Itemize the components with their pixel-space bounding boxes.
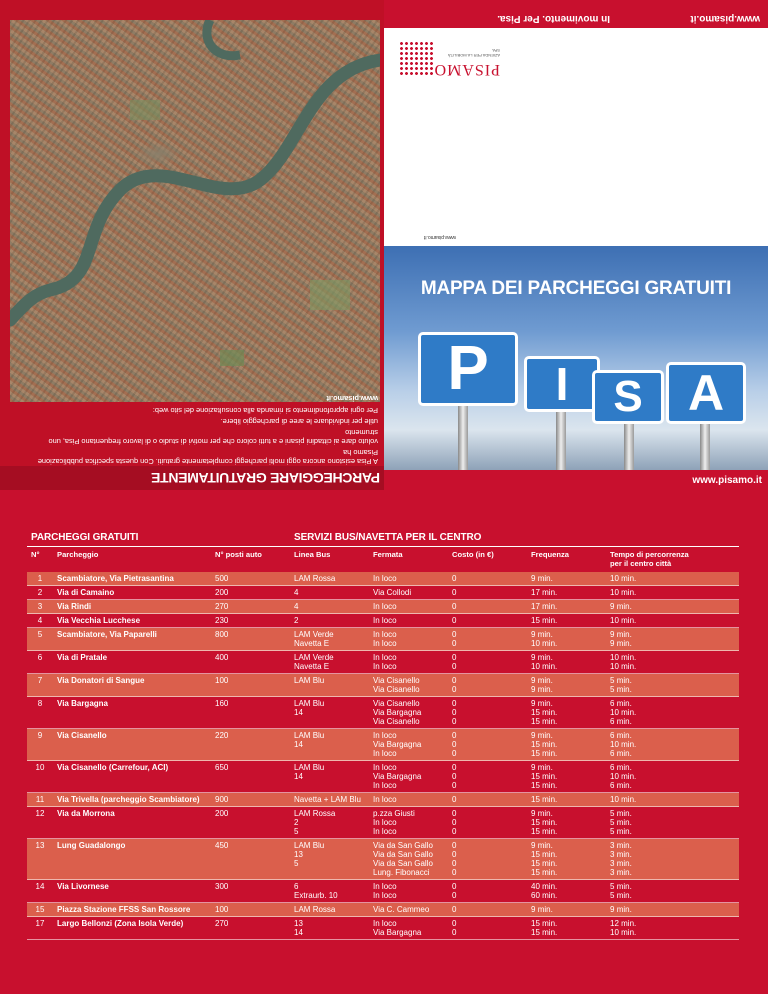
intro-text [14,394,378,466]
bus-stop: In loco Via Bargagna In loco [369,729,448,761]
bus-line: LAM Verde Navetta E [290,628,369,651]
intro-line-1: A Pisa esistono ancora oggi molti parcheggi completamente gratuiti. Con questa specifica pubblicazione Pisamo ha [37,448,378,466]
parking-name: Scambiatore, Via Paparelli [53,628,211,651]
parking-spaces: 230 [211,614,290,628]
cost: 0 [448,572,527,586]
bus-line: LAM Blu 14 [290,729,369,761]
table-column-header [27,547,739,573]
row-number: 3 [27,600,53,614]
table-row [27,697,739,729]
row-number: 13 [27,839,53,880]
frequency: 9 min. 15 min. 15 min. [527,761,606,793]
parking-name: Scambiatore, Via Pietrasantina [53,572,211,586]
cost: 0 [448,614,527,628]
sign-letter-i: I [524,356,600,412]
bus-stop: In loco In loco [369,628,448,651]
frequency: 9 min. [527,572,606,586]
row-number: 11 [27,793,53,807]
bus-line: 6 Extraurb. 10 [290,880,369,903]
strip-url: www.pisamo.it [690,13,760,24]
bus-line: 4 [290,586,369,600]
arno-river-shape [10,20,380,402]
parking-spaces: 220 [211,729,290,761]
frequency: 9 min. 10 min. [527,651,606,674]
parking-table [27,528,739,940]
parking-name: Via Livornese [53,880,211,903]
intro-line-2: voluto dare ai cittadini pisani e a tutti coloro che per motivi di studio o di lavoro frequentano Pisa, uno strumento [48,428,378,446]
sign-letter-a: A [666,362,746,424]
parking-spaces: 100 [211,903,290,917]
table-row [27,917,739,940]
travel-time: 5 min. 5 min. [606,880,739,903]
table-row [27,600,739,614]
slogan: In movimento. Per Pisa. [497,13,610,24]
bus-line: LAM Blu 14 [290,761,369,793]
parking-spaces: 270 [211,917,290,940]
logo-wordmark: PISAMO [433,61,500,78]
col-stop: Fermata [369,547,448,573]
row-number: 5 [27,628,53,651]
parking-name: Via di Pratale [53,651,211,674]
cost: 0 0 [448,628,527,651]
travel-time: 9 min. [606,903,739,917]
group-parking: PARCHEGGI GRATUITI [27,528,290,547]
travel-time: 10 min. 10 min. [606,651,739,674]
parking-name: Via da Morrona [53,807,211,839]
bus-stop: Via C. Cammeo [369,903,448,917]
col-spaces: N° posti auto [211,547,290,573]
bus-stop: Via Collodi [369,586,448,600]
bus-stop: In loco [369,793,448,807]
travel-time: 9 min. [606,600,739,614]
sign-letter-p: P [418,332,518,406]
frequency: 17 min. [527,600,606,614]
sign-pole [458,396,468,470]
logo-subtitle: AZIENDA PER LA MOBILITÀ SPA [447,48,500,58]
table-row [27,880,739,903]
frequency: 9 min. 15 min. 15 min. [527,729,606,761]
sign-pole [624,416,634,470]
frequency: 9 min. [527,903,606,917]
frequency: 9 min. 10 min. [527,628,606,651]
travel-time: 10 min. [606,572,739,586]
cost: 0 [448,793,527,807]
frequency: 15 min. 15 min. [527,917,606,940]
bus-stop: In loco In loco [369,880,448,903]
frequency: 9 min. 15 min. 15 min. [527,697,606,729]
parking-spaces: 650 [211,761,290,793]
cost: 0 0 0 0 [448,839,527,880]
table-row [27,793,739,807]
small-url: www.pisamo.it [424,234,456,240]
bus-line: LAM Blu 13 5 [290,839,369,880]
table-row [27,807,739,839]
table-row [27,729,739,761]
table-group-header [27,528,739,547]
parking-spaces: 400 [211,651,290,674]
aerial-photo-pisa [10,20,380,402]
frequency: 9 min. 15 min. 15 min. 15 min. [527,839,606,880]
cost: 0 0 [448,917,527,940]
col-travel-time: Tempo di percorrenza per il centro città [606,547,739,573]
parking-spaces: 300 [211,880,290,903]
row-number: 12 [27,807,53,839]
bus-line: Navetta + LAM Blu [290,793,369,807]
bus-stop: In loco Via Bargagna In loco [369,761,448,793]
parking-name: Via Cisanello (Carrefour, ACI) [53,761,211,793]
parking-name: Piazza Stazione FFSS San Rossore [53,903,211,917]
group-bus: SERVIZI BUS/NAVETTA PER IL CENTRO [290,528,739,547]
cover-photo [384,246,768,470]
bus-stop: Via Cisanello Via Bargagna Via Cisanello [369,697,448,729]
col-frequency: Frequenza [527,547,606,573]
frequency: 17 min. [527,586,606,600]
back-panel [0,0,384,490]
travel-time: 5 min. 5 min. [606,674,739,697]
bus-line: 2 [290,614,369,628]
bus-stop: p.zza Giusti In loco In loco [369,807,448,839]
cost: 0 0 [448,651,527,674]
cost: 0 [448,600,527,614]
frequency: 15 min. [527,793,606,807]
travel-time: 10 min. [606,614,739,628]
table-row [27,839,739,880]
table-row [27,761,739,793]
bus-stop: Via da San Gallo Via da San Gallo Via da San Gallo Lung. Fibonacci [369,839,448,880]
table-row [27,903,739,917]
logo-dot-grid-icon [400,42,434,76]
parking-spaces: 200 [211,586,290,600]
parking-spaces: 900 [211,793,290,807]
parking-spaces: 200 [211,807,290,839]
sign-pole [556,406,566,470]
bus-line: LAM Rossa [290,572,369,586]
bus-stop: In loco In loco [369,651,448,674]
parking-name: Via Rindi [53,600,211,614]
parking-name: Via Vecchia Lucchese [53,614,211,628]
row-number: 15 [27,903,53,917]
frequency: 9 min. 9 min. [527,674,606,697]
intro-line-4: Per ogni approfondimento si rimanda alla consultazione del sito web: [152,406,378,415]
col-parking: Parcheggio [53,547,211,573]
parking-spaces: 160 [211,697,290,729]
intro-line-3: utile per individuare le aree di parcheggio libere. [220,417,378,426]
free-parking-table [27,528,739,940]
table-row [27,651,739,674]
parking-name: Via di Camaino [53,586,211,600]
row-number: 2 [27,586,53,600]
cover-url: www.pisamo.it [692,475,762,486]
row-number: 10 [27,761,53,793]
table-row [27,572,739,586]
col-bus-line: Linea Bus [290,547,369,573]
bus-line: LAM Blu [290,674,369,697]
cost: 0 [448,903,527,917]
bus-line: LAM Rossa 2 5 [290,807,369,839]
cost: 0 0 [448,674,527,697]
bus-line: 4 [290,600,369,614]
travel-time: 3 min. 3 min. 3 min. 3 min. [606,839,739,880]
sign-letter-s: S [592,370,664,424]
parking-spaces: 450 [211,839,290,880]
cost: 0 0 0 [448,761,527,793]
cost: 0 0 [448,880,527,903]
table-row [27,586,739,600]
parking-name: Largo Bellonzi (Zona Isola Verde) [53,917,211,940]
frequency: 40 min. 60 min. [527,880,606,903]
row-number: 1 [27,572,53,586]
row-number: 7 [27,674,53,697]
row-number: 14 [27,880,53,903]
bus-line: 13 14 [290,917,369,940]
table-row [27,628,739,651]
back-heading: PARCHEGGIARE GRATUITAMENTE [151,470,380,486]
bus-stop: Via Cisanello Via Cisanello [369,674,448,697]
frequency: 9 min. 15 min. 15 min. [527,807,606,839]
travel-time: 10 min. [606,586,739,600]
col-number: N° [27,547,53,573]
bus-line: LAM Verde Navetta E [290,651,369,674]
table-row [27,674,739,697]
table-row [27,614,739,628]
frequency: 15 min. [527,614,606,628]
pisamo-logo [396,30,500,78]
cost: 0 0 0 [448,807,527,839]
intro-website: www.pisamo.it [326,394,378,403]
parking-spaces: 100 [211,674,290,697]
row-number: 17 [27,917,53,940]
parking-name: Via Bargagna [53,697,211,729]
parking-spaces: 800 [211,628,290,651]
row-number: 8 [27,697,53,729]
travel-time: 6 min. 10 min. 6 min. [606,761,739,793]
travel-time: 6 min. 10 min. 6 min. [606,729,739,761]
parking-spaces: 270 [211,600,290,614]
parking-name: Lung Guadalongo [53,839,211,880]
travel-time: 5 min. 5 min. 5 min. [606,807,739,839]
bus-stop: In loco Via Bargagna [369,917,448,940]
parking-name: Via Cisanello [53,729,211,761]
parking-name: Via Donatori di Sangue [53,674,211,697]
row-number: 9 [27,729,53,761]
travel-time: 6 min. 10 min. 6 min. [606,697,739,729]
cost: 0 [448,586,527,600]
cover-title: MAPPA DEI PARCHEGGI GRATUITI [420,278,732,299]
parking-name: Via Trivella (parcheggio Scambiatore) [53,793,211,807]
bus-stop: In loco [369,600,448,614]
bus-stop: In loco [369,572,448,586]
travel-time: 9 min. 9 min. [606,628,739,651]
bus-line: LAM Rossa [290,903,369,917]
row-number: 4 [27,614,53,628]
col-cost: Costo (in €) [448,547,527,573]
row-number: 6 [27,651,53,674]
travel-time: 12 min. 10 min. [606,917,739,940]
bus-stop: In loco [369,614,448,628]
brochure-cover-spread [0,0,768,490]
bus-line: LAM Blu 14 [290,697,369,729]
parking-spaces: 500 [211,572,290,586]
cost: 0 0 0 [448,697,527,729]
travel-time: 10 min. [606,793,739,807]
cost: 0 0 0 [448,729,527,761]
